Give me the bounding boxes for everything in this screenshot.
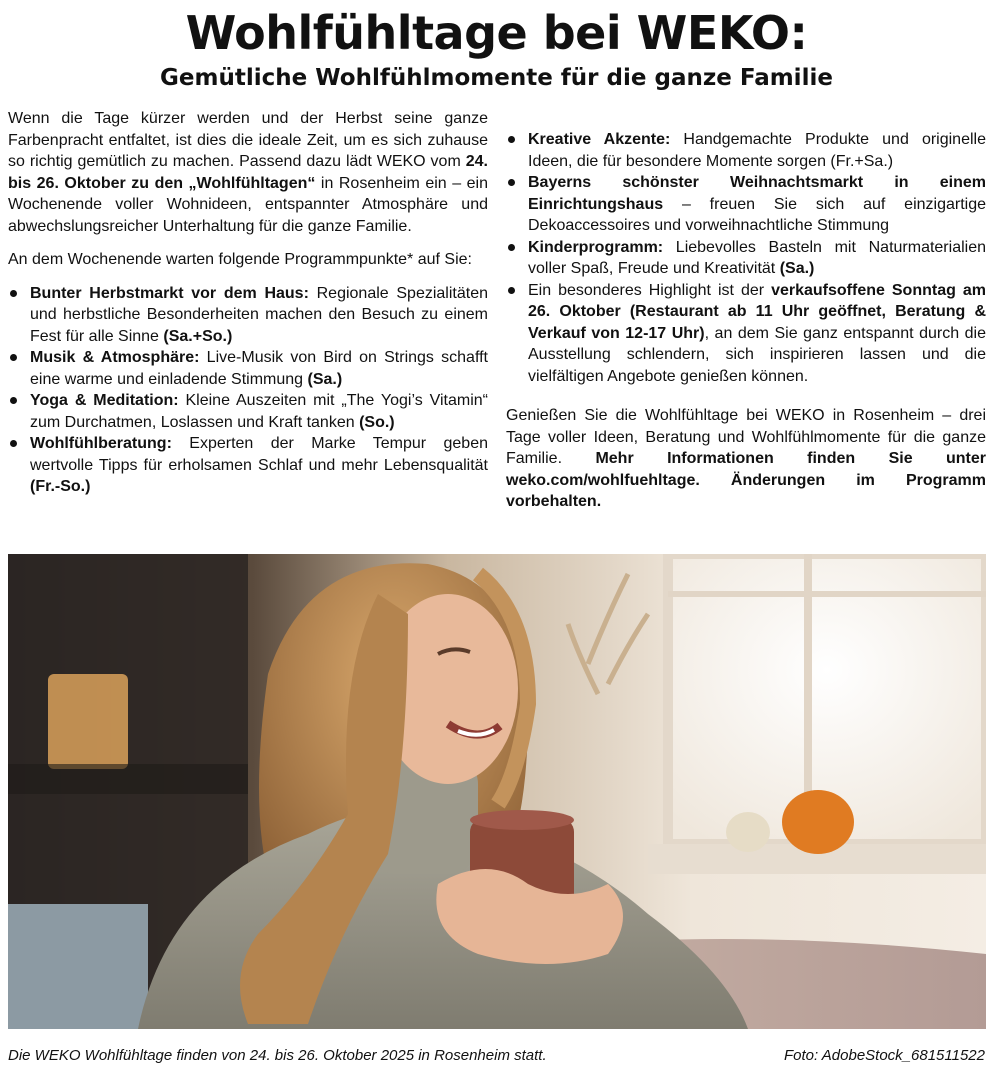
intro-text-end: in Rosenheim ein – ein Wochenende voller Wohnideen, entspannter Atmosphäre und abwechslungsreicher Unterhaltung für die ganze Familie. bbox=[8, 174, 488, 235]
list-item bbox=[506, 280, 986, 388]
article-photo bbox=[8, 554, 986, 1029]
closing-text: Genießen Sie die Wohlfühltage bei WEKO in Rosenheim – drei Tage voller Ideen, Beratung und Wohlfühlmomente für die ganze Familie. bbox=[506, 407, 986, 467]
item-days: (Sa.) bbox=[779, 260, 815, 277]
item-title: Kinderprogramm: bbox=[528, 238, 664, 256]
program-list-right bbox=[506, 129, 986, 387]
closing-paragraph bbox=[506, 405, 986, 513]
item-title: verkaufsoffene Sonntag am 26. Oktober (Restaurant ab 11 Uhr geöffnet, Beratung & Verkauf von 12-17 Uhr) bbox=[528, 281, 986, 342]
article-column-left bbox=[8, 108, 488, 510]
photo-illustration bbox=[8, 554, 986, 1029]
headline: Wohlfühltage bei WEKO: bbox=[185, 6, 808, 60]
item-title: Kreative Akzente: bbox=[528, 131, 671, 148]
item-text: Handgemachte Produkte und originelle Ideen, die für besondere Momente sorgen (Fr.+Sa.) bbox=[528, 131, 986, 170]
item-title: Yoga & Meditation: bbox=[30, 392, 179, 409]
list-item bbox=[8, 433, 488, 498]
item-title: Bunter Herbstmarkt vor dem Haus: bbox=[30, 284, 309, 302]
item-days: (Fr.-So.) bbox=[30, 478, 91, 495]
list-item bbox=[506, 129, 986, 172]
bullet-icon bbox=[508, 136, 515, 143]
item-text: Regionale Spezialitäten und herbstliche Besonderheiten machen den Besuch zu einem Fest für alle Sinne bbox=[30, 284, 488, 345]
item-text: Kleine Auszeiten mit „The Yogi’s Vitamin“ zum Durchatmen, Loslassen und Kraft tanken bbox=[30, 392, 488, 431]
program-list-left bbox=[8, 283, 488, 498]
program-intro: An dem Wochenende warten folgende Programmpunkte* auf Sie: bbox=[8, 251, 472, 268]
list-item bbox=[8, 347, 488, 390]
item-days: (Sa.+So.) bbox=[163, 327, 233, 345]
item-title: Bayerns schönster Weihnachtsmarkt in einem Einrichtungshaus bbox=[528, 174, 986, 213]
photo-caption: Die WEKO Wohlfühltage finden von 24. bis 26. Oktober 2025 in Rosenheim statt. bbox=[8, 1047, 547, 1064]
item-pre: Ein besonderes Highlight ist der bbox=[528, 281, 772, 299]
intro-text: Wenn die Tage kürzer werden und der Herbst seine ganze Farbenpracht entfaltet, ist dies die ideale Zeit, um es sich zuhause so richtig gemütlich zu machen. Passend dazu lädt WEKO vom bbox=[8, 110, 488, 170]
bullet-icon bbox=[10, 290, 17, 297]
item-days: (Sa.) bbox=[307, 370, 343, 388]
item-text: Liebevolles Basteln mit Naturmaterialien voller Spaß, Freude und Kreativität bbox=[528, 238, 986, 277]
closing-info: Mehr Informationen finden Sie unter weko.com/wohlfuehltage. Änderungen im Programm vorbehalten. bbox=[506, 450, 987, 510]
list-item bbox=[506, 237, 986, 280]
bullet-icon bbox=[10, 354, 17, 361]
bullet-icon bbox=[508, 179, 515, 186]
bullet-icon bbox=[508, 287, 515, 294]
subheadline: Gemütliche Wohlfühlmomente für die ganze Familie bbox=[160, 65, 833, 91]
photo-credit: Foto: AdobeStock_681511522 bbox=[784, 1047, 985, 1064]
item-days: (So.) bbox=[359, 413, 395, 431]
item-text: Experten der Marke Tempur geben wertvolle Tipps für erholsamen Schlaf und mehr Lebensqualität bbox=[30, 435, 488, 474]
list-item bbox=[8, 283, 488, 348]
article-column-right bbox=[506, 108, 986, 525]
item-title: Wohlfühlberatung: bbox=[30, 435, 172, 452]
item-title: Musik & Atmosphäre: bbox=[30, 349, 200, 366]
bullet-icon bbox=[10, 397, 17, 404]
intro-dates: 24. bis 26. Oktober zu den „Wohlfühltagen“ bbox=[8, 153, 488, 192]
bullet-icon bbox=[10, 440, 17, 447]
intro-paragraph bbox=[8, 108, 488, 237]
item-text: – freuen Sie sich auf einzigartige Dekoaccessoires und vorweihnachtliche Stimmung bbox=[528, 195, 986, 234]
list-item bbox=[8, 390, 488, 433]
item-text: Live-Musik von Bird on Strings schafft eine warme und einladende Stimmung bbox=[30, 349, 488, 388]
item-text: , an dem Sie ganz entspannt durch die Ausstellung schlendern, sich inspirieren lassen und die vielfältigen Angebote genießen können. bbox=[528, 324, 986, 385]
bullet-icon bbox=[508, 244, 515, 251]
list-item bbox=[506, 172, 986, 237]
